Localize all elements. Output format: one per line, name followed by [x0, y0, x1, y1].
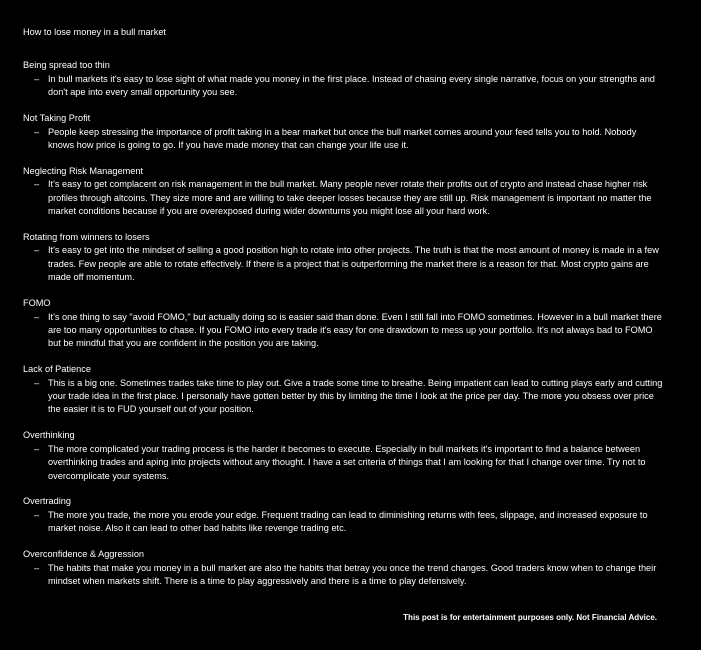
bullet-dash: –	[34, 509, 40, 520]
section-overthinking	[23, 429, 663, 483]
bullet-text: It's one thing to say "avoid FOMO," but actually doing so is easier said than done. Even I still fall into FOMO sometimes. However in a bull market there are too many opportunities to chase. If you FOMO into every trade it's easy for one drawdown to mess up your portfolio. It's not always bad to FOMO but be mindful that you are confident in the position you are taking.	[48, 311, 662, 349]
bullet-dash: –	[34, 126, 40, 137]
bullet-item	[23, 377, 663, 417]
bullet-text: The habits that make you money in a bull market are also the habits that betray you once the trend changes. Good traders know when to change their mindset when markets shift. There is a time to play aggressively and there is a time to play defensively.	[48, 562, 657, 586]
section-heading: Lack of Patience	[23, 364, 91, 375]
section-heading: Overthinking	[23, 430, 75, 441]
section-heading: Overconfidence & Aggression	[23, 549, 145, 560]
bullet-item	[23, 126, 663, 153]
section-heading: Being spread too thin	[23, 60, 110, 71]
bullet-text: It's easy to get complacent on risk management in the bull market. Many people never rotate their profits out of crypto and instead chase higher risk profiles through altcoins. They size more and are willing to take deeper losses because they are still up. Risk management is important no matter the market conditions because if you are overexposed during wider downturns you might lose all your hard work.	[48, 179, 652, 217]
bullet-text: This is a big one. Sometimes trades take time to play out. Give a trade some time to breathe. Being impatient can lead to cutting plays early and cutting your trade idea in the first place. I personally have gotten better by this by limiting the time I look at the price per day. The more you obsess over price the easier it is to FUD yourself out of your position.	[48, 377, 663, 415]
bullet-item	[23, 443, 663, 483]
bullet-item	[23, 509, 663, 536]
bullet-dash: –	[34, 179, 40, 190]
section-overtrading	[23, 495, 663, 535]
disclaimer-text: This post is for entertainment purposes only. Not Financial Advice.	[403, 613, 657, 622]
section-heading: Overtrading	[23, 496, 72, 507]
bullet-text: People keep stressing the importance of profit taking in a bear market but once the bull market comes around your feed tells you to hold. Nobody knows how price is going to go. If you have made money that can change your life use it.	[48, 126, 637, 150]
bullet-text: The more complicated your trading process is the harder it becomes to execute. Especially in bull markets it's important to find a balance between overthinking trades and aping into projects without any thought. I have a set criteria of things that I am looking for that I change over time. Try not to overcomplicate your systems.	[48, 443, 646, 481]
document	[23, 26, 663, 601]
section-rotating	[23, 231, 663, 285]
section-spread-too-thin	[23, 59, 663, 99]
bullet-text: In bull markets it's easy to lose sight of what made you money in the first place. Instead of chasing every single narrative, focus on your strengths and don't ape into every small opportunity you see.	[48, 73, 655, 98]
bullet-dash: –	[34, 377, 40, 388]
section-heading: FOMO	[23, 298, 51, 309]
bullet-text: It's easy to get into the mindset of selling a good position high to rotate into other projects. The truth is that the most amount of money is made in a few trades. Few people are able to rotate effectively. If there is a project that is outperforming the market there is a reason for that. Most crypto gains are made off momentum.	[48, 245, 659, 283]
bullet-dash: –	[34, 73, 40, 84]
document-title: How to lose money in a bull market	[23, 27, 166, 37]
bullet-item	[23, 244, 663, 284]
section-lack-of-patience	[23, 363, 663, 417]
bullet-dash: –	[34, 311, 40, 322]
section-heading: Rotating from winners to losers	[23, 231, 150, 242]
bullet-dash: –	[34, 245, 40, 256]
bullet-item	[23, 311, 663, 351]
section-heading: Not Taking Profit	[23, 113, 91, 124]
section-overconfidence	[23, 548, 663, 588]
bullet-dash: –	[34, 562, 40, 573]
section-fomo	[23, 297, 663, 351]
section-not-taking-profit	[23, 112, 663, 152]
bullet-item	[23, 73, 663, 100]
bullet-text: The more you trade, the more you erode your edge. Frequent trading can lead to diminishing returns with fees, slippage, and increased exposure to market noise. Also it can lead to other bad habits like revenge trading etc.	[48, 509, 648, 534]
section-heading: Neglecting Risk Management	[23, 165, 144, 176]
bullet-item	[23, 178, 663, 218]
bullet-dash: –	[34, 443, 40, 454]
bullet-item	[23, 562, 663, 589]
section-risk-management	[23, 165, 663, 219]
